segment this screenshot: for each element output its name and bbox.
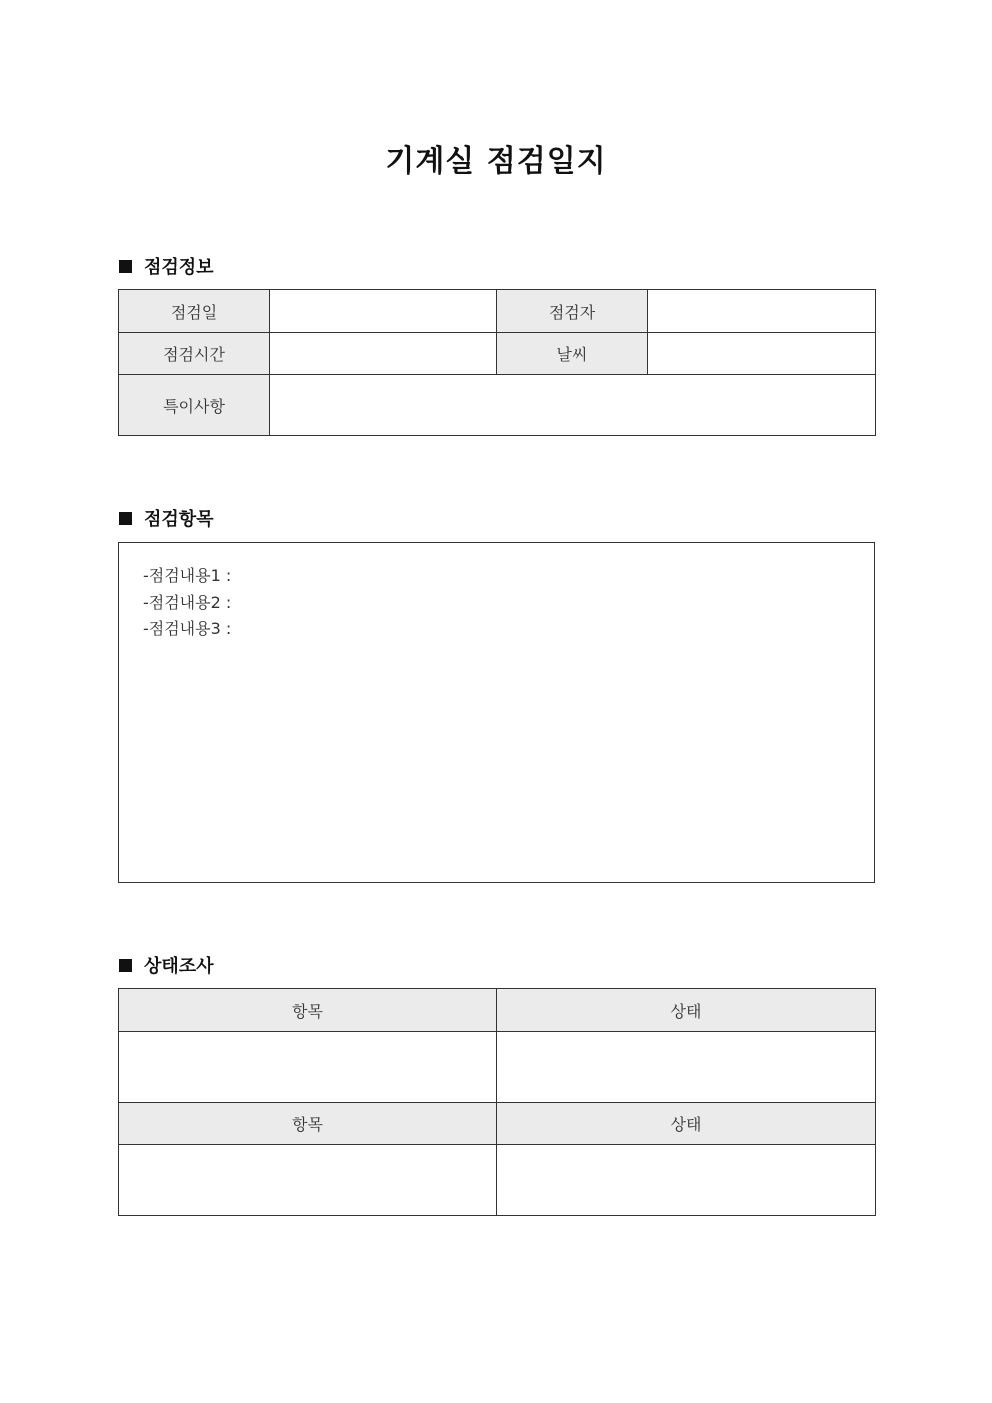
status-item-header: 항목 xyxy=(119,1103,497,1145)
status-item-field[interactable] xyxy=(119,1032,497,1103)
weather-label: 날씨 xyxy=(497,333,648,375)
status-header-row xyxy=(119,1103,876,1145)
section-heading-status xyxy=(119,952,214,978)
inspection-date-label: 점검일 xyxy=(119,290,270,333)
section-heading-info xyxy=(119,253,214,279)
status-state-field[interactable] xyxy=(497,1032,876,1103)
section-heading-items xyxy=(119,505,214,531)
inspection-time-field[interactable] xyxy=(270,333,497,375)
status-value-row xyxy=(119,1032,876,1103)
remarks-label: 특이사항 xyxy=(119,375,270,436)
page-title: 기계실 점검일지 xyxy=(385,144,607,179)
info-row xyxy=(119,333,876,375)
status-value-row xyxy=(119,1145,876,1216)
inspection-item-line: -점검내용2 : xyxy=(143,592,232,612)
status-state-header: 상태 xyxy=(497,989,876,1032)
inspection-time-label: 점검시간 xyxy=(119,333,270,375)
inspection-items-box[interactable] xyxy=(118,542,875,883)
section-heading-label: 점검정보 xyxy=(144,257,214,278)
status-item-header: 항목 xyxy=(119,989,497,1032)
square-bullet-icon xyxy=(119,260,132,273)
inspector-label: 점검자 xyxy=(497,290,648,333)
square-bullet-icon xyxy=(119,512,132,525)
section-heading-label: 상태조사 xyxy=(144,956,214,977)
inspection-items-list xyxy=(143,563,231,643)
status-header-row xyxy=(119,989,876,1032)
status-table xyxy=(118,988,876,1216)
info-row xyxy=(119,290,876,333)
inspector-field[interactable] xyxy=(648,290,876,333)
status-state-header: 상태 xyxy=(497,1103,876,1145)
info-row xyxy=(119,375,876,436)
inspection-date-field[interactable] xyxy=(270,290,497,333)
inspection-item-line: -점검내용3 : xyxy=(143,619,232,638)
remarks-field[interactable] xyxy=(270,375,876,436)
status-item-field[interactable] xyxy=(119,1145,497,1216)
inspection-item-line: -점검내용1 : xyxy=(143,566,232,585)
square-bullet-icon xyxy=(119,959,132,972)
info-table xyxy=(118,289,876,436)
section-heading-label: 점검항목 xyxy=(144,509,214,530)
status-state-field[interactable] xyxy=(497,1145,876,1216)
weather-field[interactable] xyxy=(648,333,876,375)
